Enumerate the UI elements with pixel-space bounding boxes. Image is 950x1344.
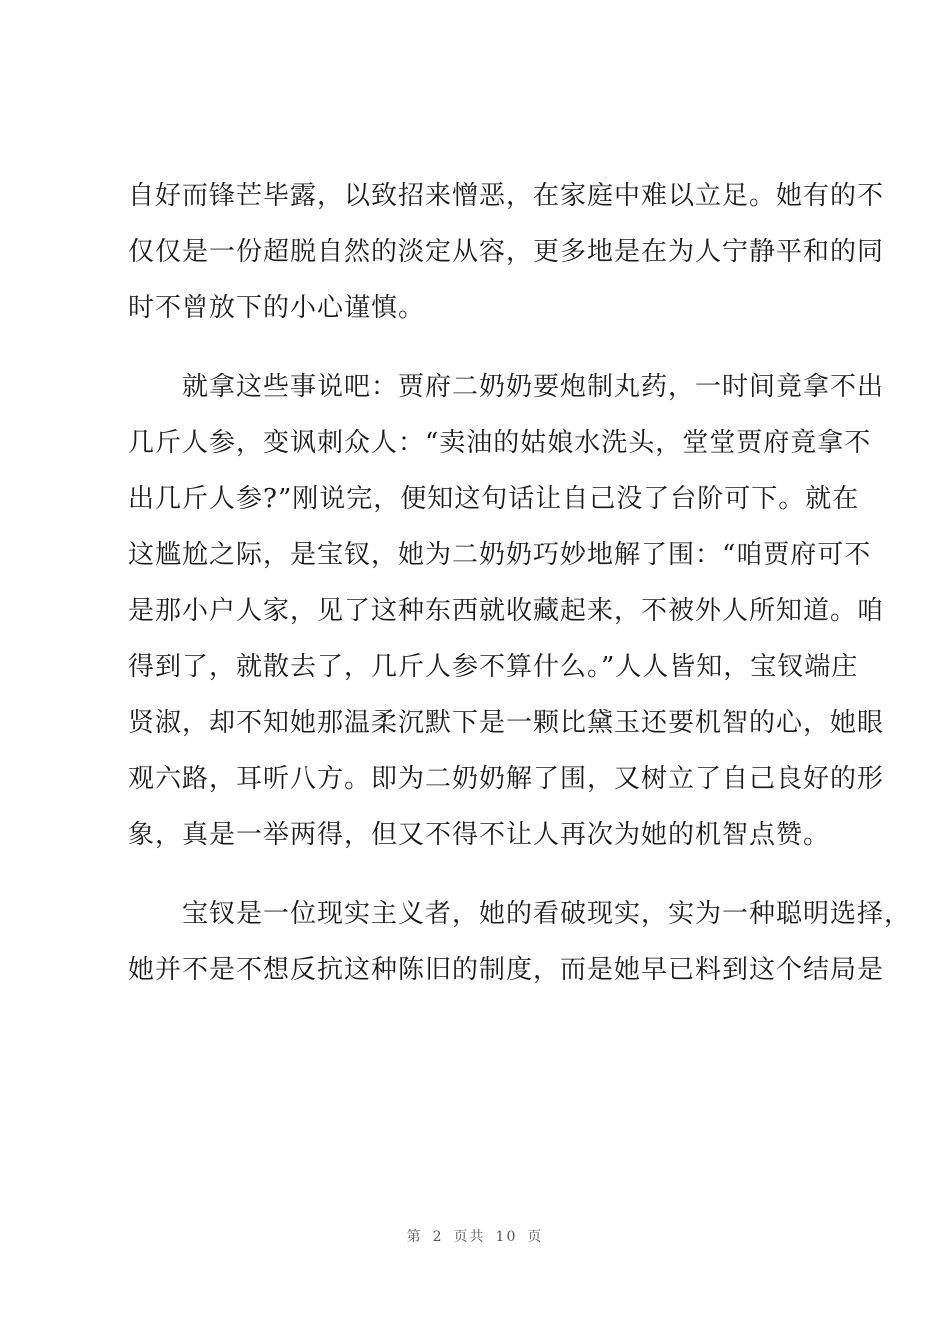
text-line: 自好而锋芒毕露，以致招来憎恶，在家庭中难以立足。她有的不 (128, 181, 885, 211)
text-line: 几斤人参，变讽刺众人：“卖油的姑娘水洗头，堂堂贾府竟拿不 (128, 428, 872, 458)
page-footer (0, 1226, 950, 1246)
paragraph-3 (128, 886, 912, 998)
text-line: 观六路，耳听八方。即为二奶奶解了围，又树立了自己良好的形 (128, 764, 885, 794)
total-pages-number: 10 (495, 1229, 518, 1245)
text-line: 出几斤人参?”刚说完，便知这句话让自己没了台阶可下。就在 (128, 484, 860, 514)
text-line: 仅仅是一份超脱自然的淡定从容，更多地是在为人宁静平和的同 (128, 237, 885, 267)
paragraph-gap (128, 336, 852, 359)
text-line: 是那小户人家，见了这种东西就收藏起来，不被外人所知道。咱 (128, 596, 885, 626)
footer-label-ye: 页 (527, 1229, 544, 1245)
text-line: 她并不是不想反抗这种陈旧的制度，而是她早已料到这个结局是 (128, 955, 885, 985)
text-line: 这尴尬之际，是宝钗，她为二奶奶巧妙地解了围：“咱贾府可不 (128, 540, 872, 570)
text-line: 象，真是一举两得，但又不得不让人再次为她的机智点赞。 (128, 820, 831, 850)
paragraph-2 (128, 359, 885, 863)
text-line: 就拿这些事说吧：贾府二奶奶要炮制丸药，一时间竟拿不出 (128, 372, 885, 402)
body-text (128, 168, 912, 998)
text-line: 时不曾放下的小心谨慎。 (128, 293, 426, 323)
text-line: 得到了，就散去了，几斤人参不算什么。”人人皆知，宝钗端庄 (128, 652, 859, 682)
paragraph-1 (128, 168, 885, 336)
footer-label-di: 第 (406, 1229, 423, 1245)
text-line: 宝钗是一位现实主义者，她的看破现实，实为一种聪明选择， (128, 899, 912, 929)
current-page-number: 2 (432, 1229, 444, 1245)
footer-label-ye-gong: 页共 (453, 1229, 486, 1245)
paragraph-gap (128, 863, 852, 886)
text-line: 贤淑，却不知她那温柔沉默下是一颗比黛玉还要机智的心，她眼 (128, 708, 885, 738)
